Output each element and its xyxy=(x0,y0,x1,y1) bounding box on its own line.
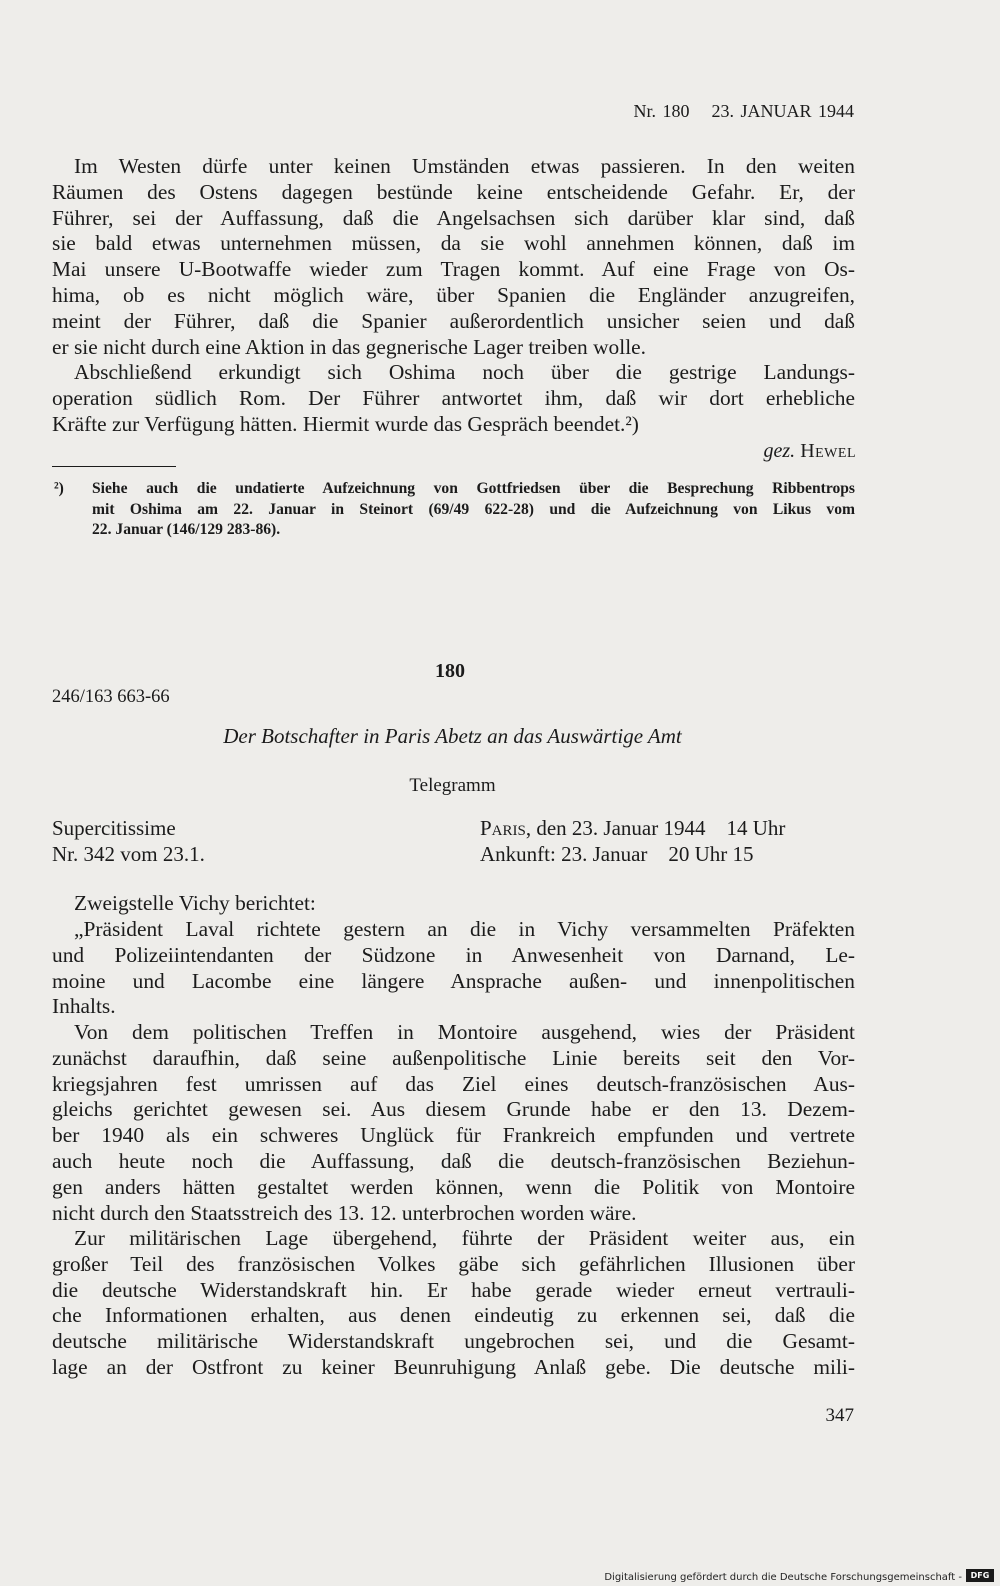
text-line: deutsche militärische Widerstandskraft ungebrochen sei, und die Gesamt- xyxy=(52,1329,855,1354)
document-title: Der Botschafter in Paris Abetz an das Auswärtige Amt xyxy=(223,724,682,748)
archive-reference: 246/163 663-66 xyxy=(52,687,170,707)
header-doc-number: Nr. 180 xyxy=(633,101,690,121)
footnote xyxy=(54,479,855,541)
text-line: Räumen des Ostens dagegen bestünde keine entscheidende Gefahr. Er, der xyxy=(52,179,855,204)
running-header xyxy=(633,101,854,122)
text-line: sie bald etwas unternehmen müssen, da sie wohl annehmen können, daß im xyxy=(52,231,855,256)
text-line: die deutsche Widerstandskraft hin. Er habe gerade wieder erneut vertrauli- xyxy=(52,1277,855,1302)
dfg-logo-icon: DFG xyxy=(966,1569,994,1582)
signature-name: Hewel xyxy=(800,440,856,462)
text-line: Kräfte zur Verfügung hätten. Hiermit wurde das Gespräch beendet.²) xyxy=(52,411,639,436)
top-paragraph-2 xyxy=(52,360,855,437)
body-paragraph-1 xyxy=(52,891,855,917)
footnote-mark: ²) xyxy=(54,480,64,497)
text-line: „Präsident Laval richtete gestern an die in Vichy versammelten Präfekten xyxy=(74,917,855,941)
body-paragraph-3 xyxy=(52,1020,855,1226)
text-line: moine und Lacombe eine längere Ansprache außen- und innenpolitischen xyxy=(52,968,855,993)
text-line: gen anders hätten gestaltet werden können, wenn die Politik von Montoire xyxy=(52,1174,855,1199)
meta-number: Nr. 342 vom 23.1. xyxy=(52,842,205,866)
text-line: lage an der Ostfront zu keiner Beunruhigung Anlaß gebe. Die deutsche mili- xyxy=(52,1354,855,1379)
meta-arrival: Ankunft: 23. Januar 20 Uhr 15 xyxy=(480,842,754,866)
text-line: meint der Führer, daß die Spanier außerordentlich unsicher seien und daß xyxy=(52,308,855,333)
top-paragraph-1 xyxy=(52,154,855,360)
text-line: zunächst daraufhin, daß seine außenpolitische Linie bereits seit den Vor- xyxy=(52,1045,855,1070)
text-line: auch heute noch die Auffassung, daß die deutsch-französischen Beziehun- xyxy=(52,1148,855,1173)
text-line: Führer, sei der Auffassung, daß die Angelsachsen sich darüber klar sind, daß xyxy=(52,205,855,230)
text-line: gleichs gerichtet gewesen sei. Aus diesem Grunde habe er den 13. Dezem- xyxy=(52,1097,855,1122)
meta-priority: Supercitissime xyxy=(52,816,176,840)
footnote-line: 22. Januar (146/129 283-86). xyxy=(92,521,281,539)
page-number: 347 xyxy=(825,1405,854,1426)
text-line: che Informationen erhalten, aus denen eindeutig zu erkennen sei, daß die xyxy=(52,1303,855,1328)
digitization-credit: Digitalisierung gefördert durch die Deutsche Forschungsgemeinschaft - xyxy=(604,1572,962,1583)
text-line: er sie nicht durch eine Aktion in das gegnerische Lager treiben wolle. xyxy=(52,334,646,359)
text-line: nicht durch den Staatsstreich des 13. 12. unterbrochen worden wäre. xyxy=(52,1200,637,1225)
meta-place: Paris, xyxy=(480,816,532,840)
footnote-rule xyxy=(52,466,176,467)
text-line: Abschließend erkundigt sich Oshima noch über die gestrige Landungs- xyxy=(74,360,855,384)
text-line: ber 1940 als ein schweres Unglück für Frankreich empfunden und vertrete xyxy=(52,1123,855,1148)
text-line: Inhalts. xyxy=(52,994,116,1019)
signature xyxy=(764,440,856,463)
text-line: Im Westen dürfe unter keinen Umständen etwas passieren. In den weiten xyxy=(74,154,855,178)
text-line: hima, ob es nicht möglich wäre, über Spanien die Engländer anzugreifen, xyxy=(52,282,855,307)
footnote-line: mit Oshima am 22. Januar in Steinort (69/49 622-28) und die Aufzeichnung von Likus vom xyxy=(92,500,855,518)
text-line: Zur militärischen Lage übergehend, führte der Präsident weiter aus, ein xyxy=(74,1226,855,1250)
text-line: Von dem politischen Treffen in Montoire ausgehend, wies der Präsident xyxy=(74,1020,855,1044)
body-paragraph-4 xyxy=(52,1226,855,1381)
meta-sent xyxy=(480,816,785,841)
signature-prefix: gez. xyxy=(763,440,796,462)
body-paragraph-2 xyxy=(52,917,855,1020)
text-line: kriegsjahren fest umrissen auf das Ziel eines deutsch-französischen Aus- xyxy=(52,1071,855,1096)
document-number: 180 xyxy=(435,660,465,682)
text-line: operation südlich Rom. Der Führer antwortet ihm, daß wir dort erhebliche xyxy=(52,385,855,410)
header-date: 23. JANUAR 1944 xyxy=(711,101,854,121)
meta-sent-time: den 23. Januar 1944 14 Uhr xyxy=(536,816,786,840)
text-line: Zweigstelle Vichy berichtet: xyxy=(74,891,316,915)
text-line: und Polizeiintendanten der Südzone in Anwesenheit von Darnand, Le- xyxy=(52,942,855,967)
text-line: Mai unsere U-Bootwaffe wieder zum Tragen kommt. Auf eine Frage von Os- xyxy=(52,257,855,282)
footnote-line: Siehe auch die undatierte Aufzeichnung von Gottfriedsen über die Besprechung Ribbentrops xyxy=(92,480,855,497)
text-line: großer Teil des französischen Volkes gäbe sich gefährlichen Illusionen über xyxy=(52,1251,855,1276)
document-type: Telegramm xyxy=(409,775,496,796)
